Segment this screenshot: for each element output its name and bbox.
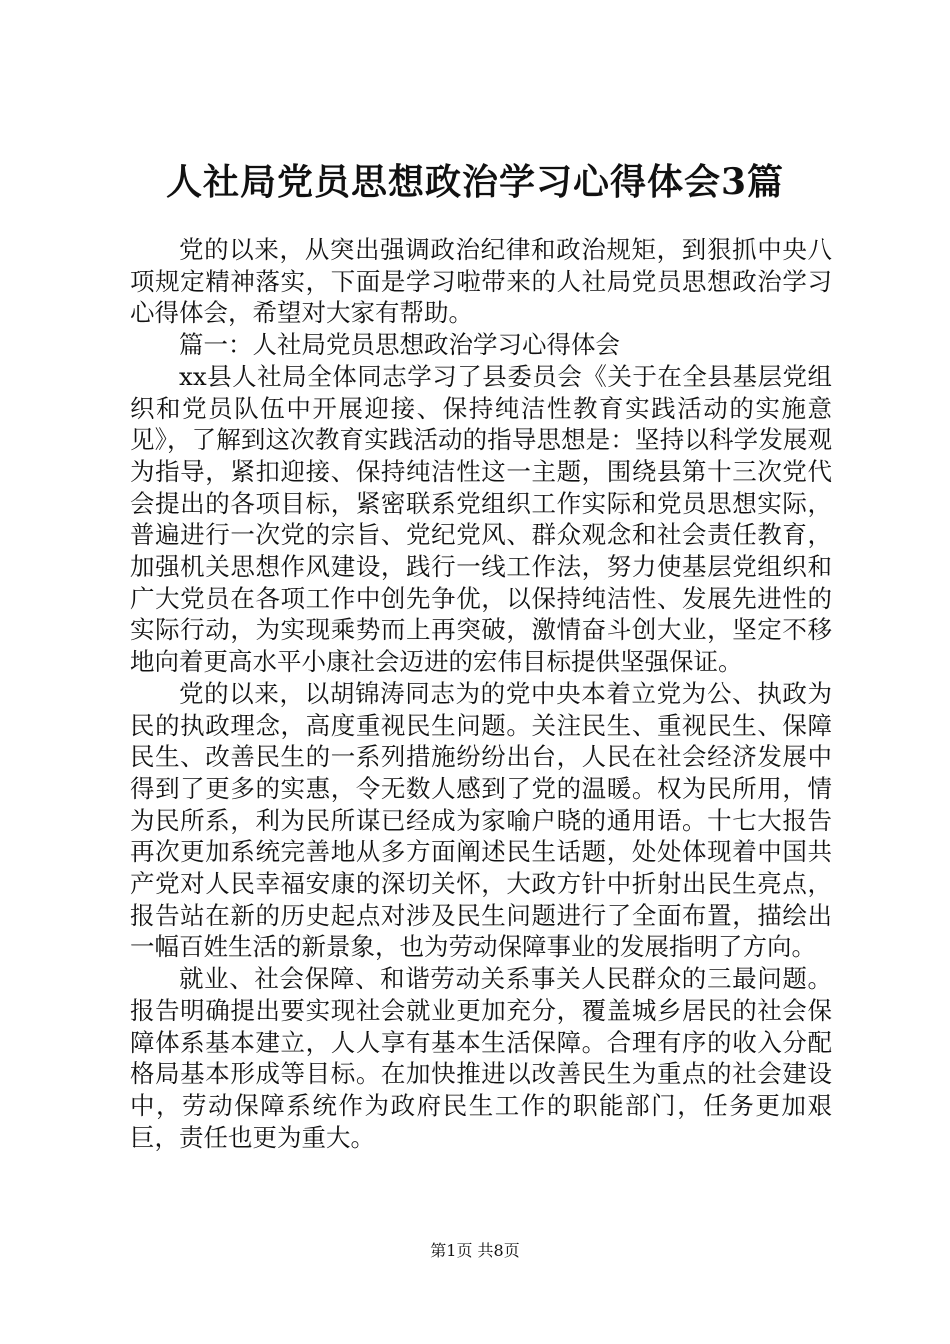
paragraph-2: 党的以来，以胡锦涛同志为的党中央本着立党为公、执政为民的执政理念，高度重视民生问题。关注民生、重视民生、保障民生、改善民生的一系列措施纷纷出台，人民在社会经济发展中得到了更多的实惠，令无数人感到了党的温暖。权为民所用，情为民所系，利为民所谋已经成为家喻户晓的通用语。十七大报告再次更加系统完善地从多方面阐述民生话题，处处体现着中国共产党对人民幸福安康的深切关怀，大政方针中折射出民生亮点，报告站在新的历史起点对涉及民生问题进行了全面布置，描绘出一幅百姓生活的新景象，也为劳动保障事业的发展指明了方向。 [130, 678, 832, 962]
paragraph-3: 就业、社会保障、和谐劳动关系事关人民群众的三最问题。报告明确提出要实现社会就业更加充分，覆盖城乡居民的社会保障体系基本建立，人人享有基本生活保障。合理有序的收入分配格局基本形成等目标。在加快推进以改善民生为重点的社会建设中，劳动保障系统作为政府民生工作的职能部门，任务更加艰巨，责任也更为重大。 [130, 964, 832, 1152]
document-body [130, 234, 832, 1153]
paragraph-1: xx县人社局全体同志学习了县委员会《关于在全县基层党组织和党员队伍中开展迎接、保持纯洁性教育实践活动的实施意见》，了解到这次教育实践活动的指导思想是：坚持以科学发展观为指导，紧扣迎接、保持纯洁性这一主题，围绕县第十三次党代会提出的各项目标，紧密联系党组织工作实际和党员思想实际，普遍进行一次党的宗旨、党纪党风、群众观念和社会责任教育，加强机关思想作风建设，践行一线工作法，努力使基层党组织和广大党员在各项工作中创先争优，以保持纯洁性、发展先进性的实际行动，为实现乘势而上再突破，激情奋斗创大业，坚定不移地向着更高水平小康社会迈进的宏伟目标提供坚强保证。 [130, 361, 832, 677]
section-heading-1: 篇一：人社局党员思想政治学习心得体会 [179, 330, 620, 360]
document-title: 人社局党员思想政治学习心得体会3篇 [165, 161, 785, 203]
page-footer: 第1页 共8页 [430, 1241, 520, 1260]
paragraph-intro: 党的以来，从突出强调政治纪律和政治规矩，到狠抓中央八项规定精神落实，下面是学习啦带来的人社局党员思想政治学习心得体会，希望对大家有帮助。 [130, 235, 832, 328]
